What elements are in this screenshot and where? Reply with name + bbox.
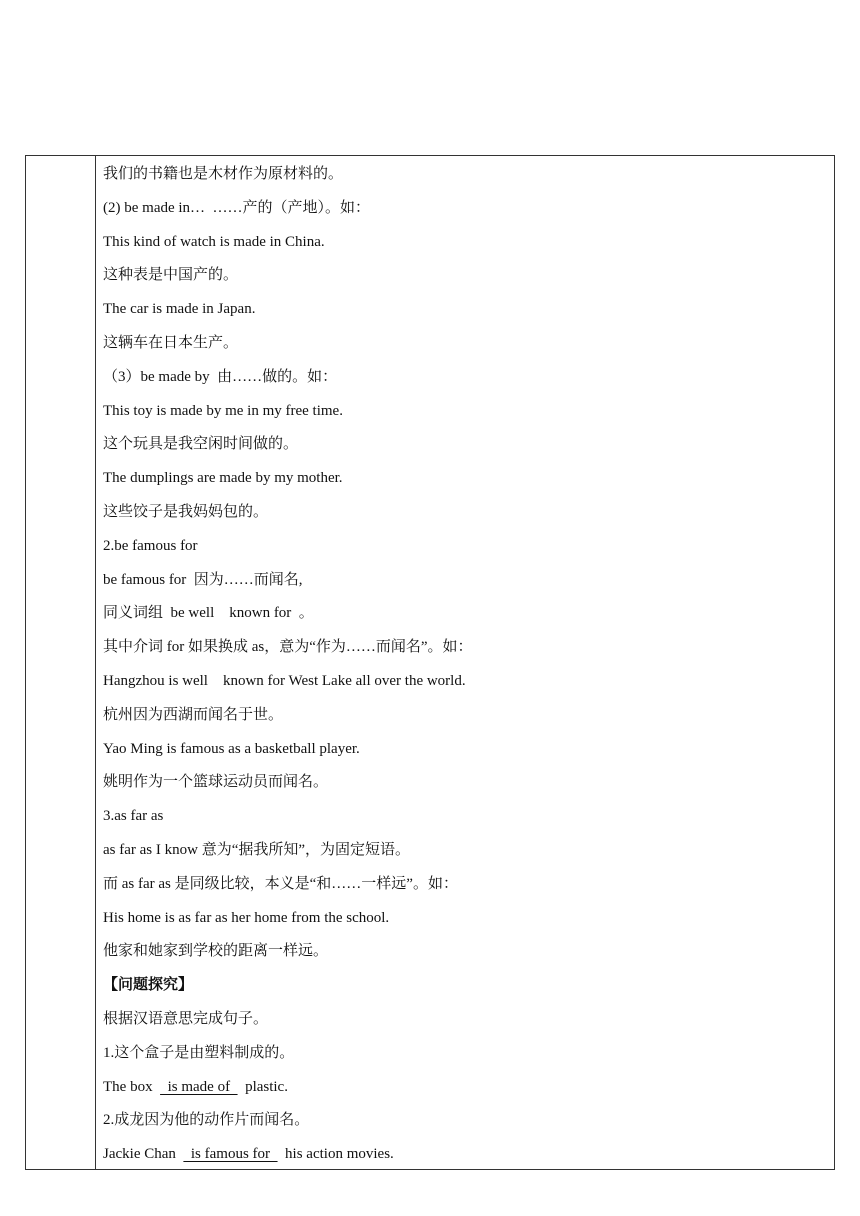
text-line: 这辆车在日本生产。 [103, 334, 239, 351]
text-line: 2.be famous for [103, 537, 198, 554]
text-line: 我们的书籍也是木材作为原材料的。 [103, 166, 344, 182]
text-line: His home is as far as her home from the school. [103, 909, 390, 926]
text-line: Hangzhou is well known for West Lake all over the world. [103, 672, 466, 689]
text-line: （3）be made by 由……做的。如： [103, 368, 338, 385]
instruction-text: 根据汉语意思完成句子。 [103, 1010, 269, 1027]
content-cell [103, 158, 823, 1172]
text-line: 而 as far as 是同级比较，本义是“和……一样远”。如： [103, 875, 458, 892]
text-line: 这些饺子是我妈妈包的。 [103, 503, 269, 520]
text-line: The dumplings are made by my mother. [103, 470, 343, 487]
question-1-answer-blank: is made of [160, 1078, 238, 1095]
question-1-sentence [103, 1071, 823, 1105]
section-heading: 【问题探究】 [103, 977, 194, 994]
text-line: be famous for 因为……而闻名, [103, 571, 303, 588]
question-2-after: his action movies. [277, 1146, 394, 1163]
question-2-sentence [103, 1138, 823, 1172]
question-1-prompt: 1.这个盒子是由塑料制成的。 [103, 1044, 295, 1061]
text-line: 杭州因为西湖而闻名于世。 [103, 706, 284, 723]
question-1-before: The box [103, 1078, 161, 1095]
text-line: as far as I know 意为“据我所知”，为固定短语。 [103, 841, 411, 858]
text-line: Yao Ming is famous as a basketball player. [103, 740, 360, 757]
text-line: 他家和她家到学校的距离一样远。 [103, 943, 329, 960]
text-line: 这种表是中国产的。 [103, 267, 239, 284]
text-line: This kind of watch is made in China. [103, 233, 325, 250]
question-2-answer-blank: is famous for [183, 1146, 278, 1163]
question-2-before: Jackie Chan [103, 1146, 184, 1163]
text-line: (2) be made in… ……产的（产地）。如： [103, 199, 371, 216]
question-2-prompt: 2.成龙因为他的动作片而闻名。 [103, 1112, 310, 1129]
text-line: The car is made in Japan. [103, 301, 256, 318]
text-line: 这个玩具是我空闲时间做的。 [103, 436, 299, 453]
content-table [25, 155, 835, 1170]
column-divider [95, 156, 96, 1169]
text-line: This toy is made by me in my free time. [103, 402, 343, 419]
question-1-after: plastic. [237, 1078, 288, 1095]
text-line: 姚明作为一个篮球运动员而闻名。 [103, 774, 329, 791]
text-line: 3.as far as [103, 808, 164, 825]
text-line: 同义词组 be well known for 。 [103, 605, 314, 622]
text-line: 其中介词 for 如果换成 as，意为“作为……而闻名”。如： [103, 639, 473, 656]
